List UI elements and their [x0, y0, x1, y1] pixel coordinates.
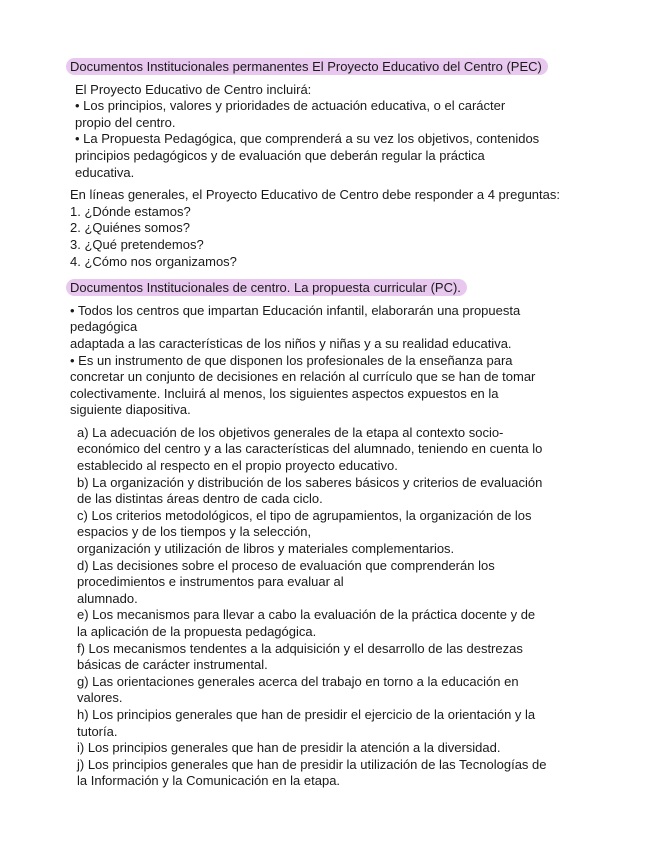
text-line: la Información y la Comunicación en la etapa.	[77, 773, 341, 789]
section-pc	[70, 279, 595, 790]
text-line: de las distintas áreas dentro de cada ciclo.	[77, 491, 323, 507]
text-line: • La Propuesta Pedagógica, que comprenderá a su vez los objetivos, contenidos	[75, 131, 540, 147]
text-line: pedagógica	[70, 319, 138, 335]
pc-items	[70, 425, 595, 790]
text-line: 4. ¿Cómo nos organizamos?	[70, 253, 237, 269]
text-line: b) La organización y distribución de los saberes básicos y criterios de evaluación	[77, 474, 543, 490]
text-line: a) La adecuación de los objetivos generales de la etapa al contexto socio-	[77, 424, 504, 440]
section-heading-pec: Documentos Institucionales permanentes El Proyecto Educativo del Centro (PEC)	[66, 58, 548, 75]
text-line: tutoría.	[77, 723, 118, 739]
section-heading-pc: Documentos Institucionales de centro. La propuesta curricular (PC).	[66, 279, 467, 296]
pc-bullets	[70, 303, 595, 419]
text-line: valores.	[77, 690, 123, 706]
text-line: 3. ¿Qué pretendemos?	[70, 236, 204, 252]
text-line: • Los principios, valores y prioridades de actuación educativa, o el carácter	[75, 98, 506, 114]
text-line: colectivamente. Incluirá al menos, los siguientes aspectos expuestos en la	[70, 385, 499, 401]
text-line: propio del centro.	[75, 114, 176, 130]
text-line: básicas de carácter instrumental.	[77, 657, 268, 673]
text-line: 1. ¿Dónde estamos?	[70, 203, 191, 219]
text-line: establecido al respecto en el propio proyecto educativo.	[77, 458, 398, 474]
text-line: educativa.	[75, 164, 135, 180]
text-line: organización y utilización de libros y materiales complementarios.	[77, 541, 455, 557]
text-line: j) Los principios generales que han de presidir la utilización de las Tecnologías de	[77, 756, 547, 772]
text-line: alumnado.	[77, 590, 138, 606]
text-line: d) Las decisiones sobre el proceso de evaluación que comprenderán los	[77, 557, 495, 573]
text-line: principios pedagógicos y de evaluación que deberán regular la práctica	[75, 147, 485, 163]
text-line: h) Los principios generales que han de presidir el ejercicio de la orientación y la	[77, 706, 536, 722]
text-line: la aplicación de la propuesta pedagógica.	[77, 624, 317, 639]
text-line: concretar un conjunto de decisiones en relación al currículo que se han de tomar	[70, 369, 536, 385]
text-line: • Es un instrumento de que disponen los profesionales de la enseñanza para	[70, 352, 513, 368]
text-line: i) Los principios generales que han de presidir la atención a la diversidad.	[77, 740, 501, 756]
pec-questions	[70, 187, 595, 270]
text-line: e) Los mecanismos para llevar a cabo la evaluación de la práctica docente y de	[77, 607, 536, 623]
text-line: 2. ¿Quiénes somos?	[70, 220, 190, 236]
text-line: adaptada a las características de los niños y niñas y a su realidad educativa.	[70, 335, 512, 351]
text-line: c) Los criterios metodológicos, el tipo de agrupamientos, la organización de los	[77, 507, 532, 523]
text-line: f) Los mecanismos tendentes a la adquisición y el desarrollo de las destrezas	[77, 640, 523, 656]
text-line: g) Las orientaciones generales acerca del trabajo en torno a la educación en	[77, 673, 519, 689]
text-line: • Todos los centros que impartan Educación infantil, elaborarán una propuesta	[70, 302, 521, 318]
text-line: En líneas generales, el Proyecto Educativo de Centro debe responder a 4 preguntas:	[70, 187, 560, 203]
text-line: espacios y de los tiempos y la selección,	[77, 524, 312, 540]
text-line: procedimientos e instrumentos para evaluar al	[77, 574, 344, 590]
text-line: El Proyecto Educativo de Centro incluirá:	[75, 81, 312, 97]
section-pec	[70, 58, 595, 270]
text-line: siguiente diapositiva.	[70, 402, 191, 418]
pec-intro	[70, 82, 595, 182]
text-line: económico del centro y a las características del alumnado, teniendo en cuenta lo	[77, 441, 543, 457]
